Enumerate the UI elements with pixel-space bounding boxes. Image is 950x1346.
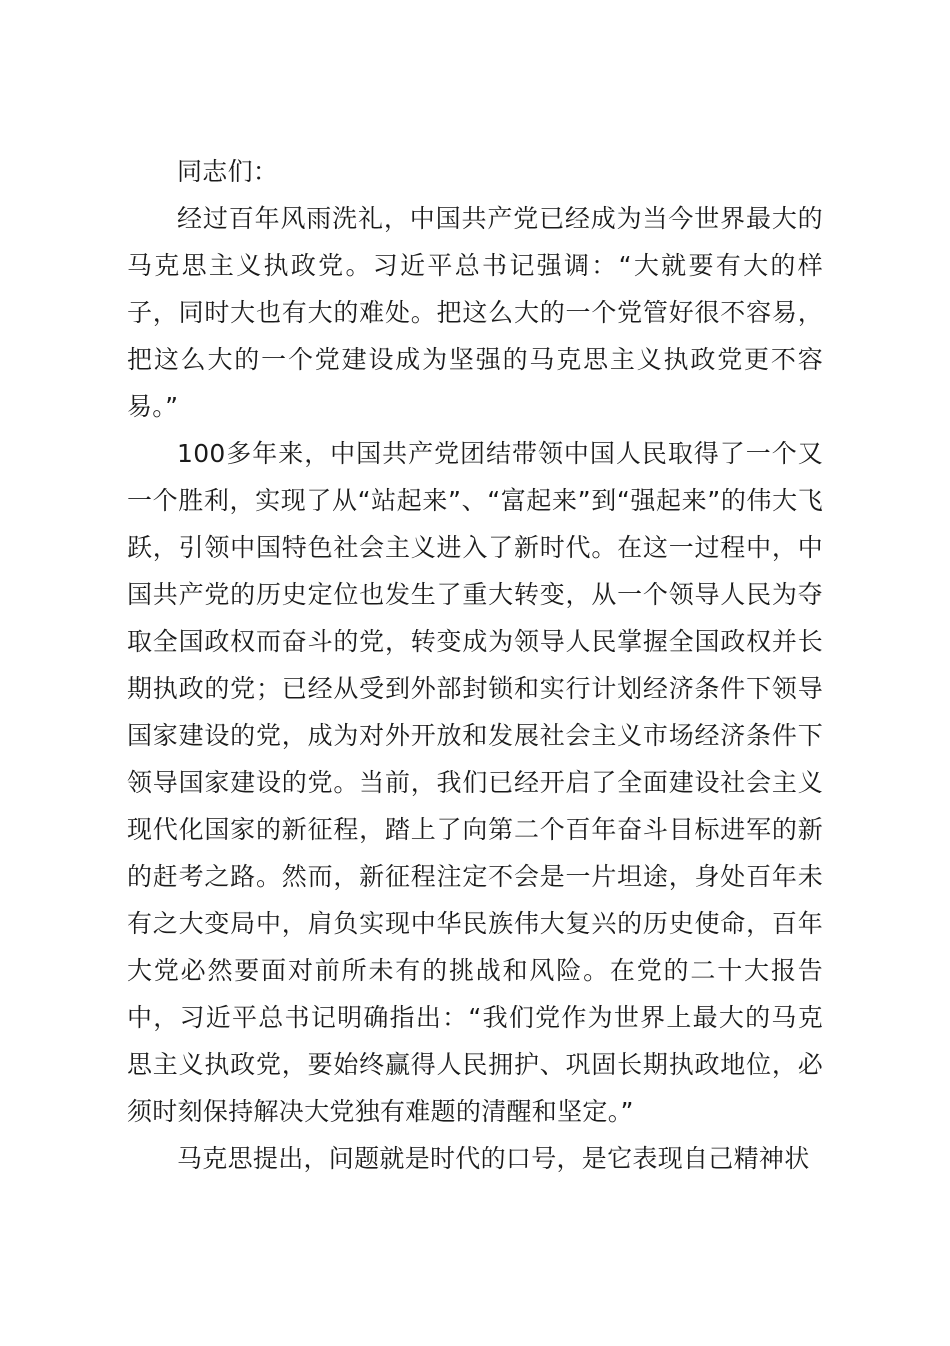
body-paragraph-3: 马克思提出，问题就是时代的口号，是它表现自己精神状 <box>177 1144 810 1173</box>
document-body <box>127 148 823 1182</box>
body-paragraph-1: 经过百年风雨洗礼，中国共产党已经成为当今世界最大的马克思主义执政党。习近平总书记强调：“大就要有大的样子，同时大也有大的难处。把这么大的一个党管好很不容易，把这么大的一个党建设成为坚强的马克思主义执政党更不容易。” <box>127 204 823 421</box>
body-paragraph-2: 100多年来，中国共产党团结带领中国人民取得了一个又一个胜利，实现了从“站起来”、“富起来”到“强起来”的伟大飞跃，引领中国特色社会主义进入了新时代。在这一过程中，中国共产党的历史定位也发生了重大转变，从一个领导人民为夺取全国政权而奋斗的党，转变成为领导人民掌握全国政权并长期执政的党；已经从受到外部封锁和实行计划经济条件下领导国家建设的党，成为对外开放和发展社会主义市场经济条件下领导国家建设的党。当前，我们已经开启了全面建设社会主义现代化国家的新征程，踏上了向第二个百年奋斗目标进军的新的赶考之路。然而，新征程注定不会是一片坦途，身处百年未有之大变局中，肩负实现中华民族伟大复兴的历史使命，百年大党必然要面对前所未有的挑战和风险。在党的二十大报告中，习近平总书记明确指出：“我们党作为世界上最大的马克思主义执政党，要始终赢得人民拥护、巩固长期执政地位，必须时刻保持解决大党独有难题的清醒和坚定。” <box>127 439 823 1126</box>
salutation-paragraph: 同志们： <box>177 157 279 186</box>
